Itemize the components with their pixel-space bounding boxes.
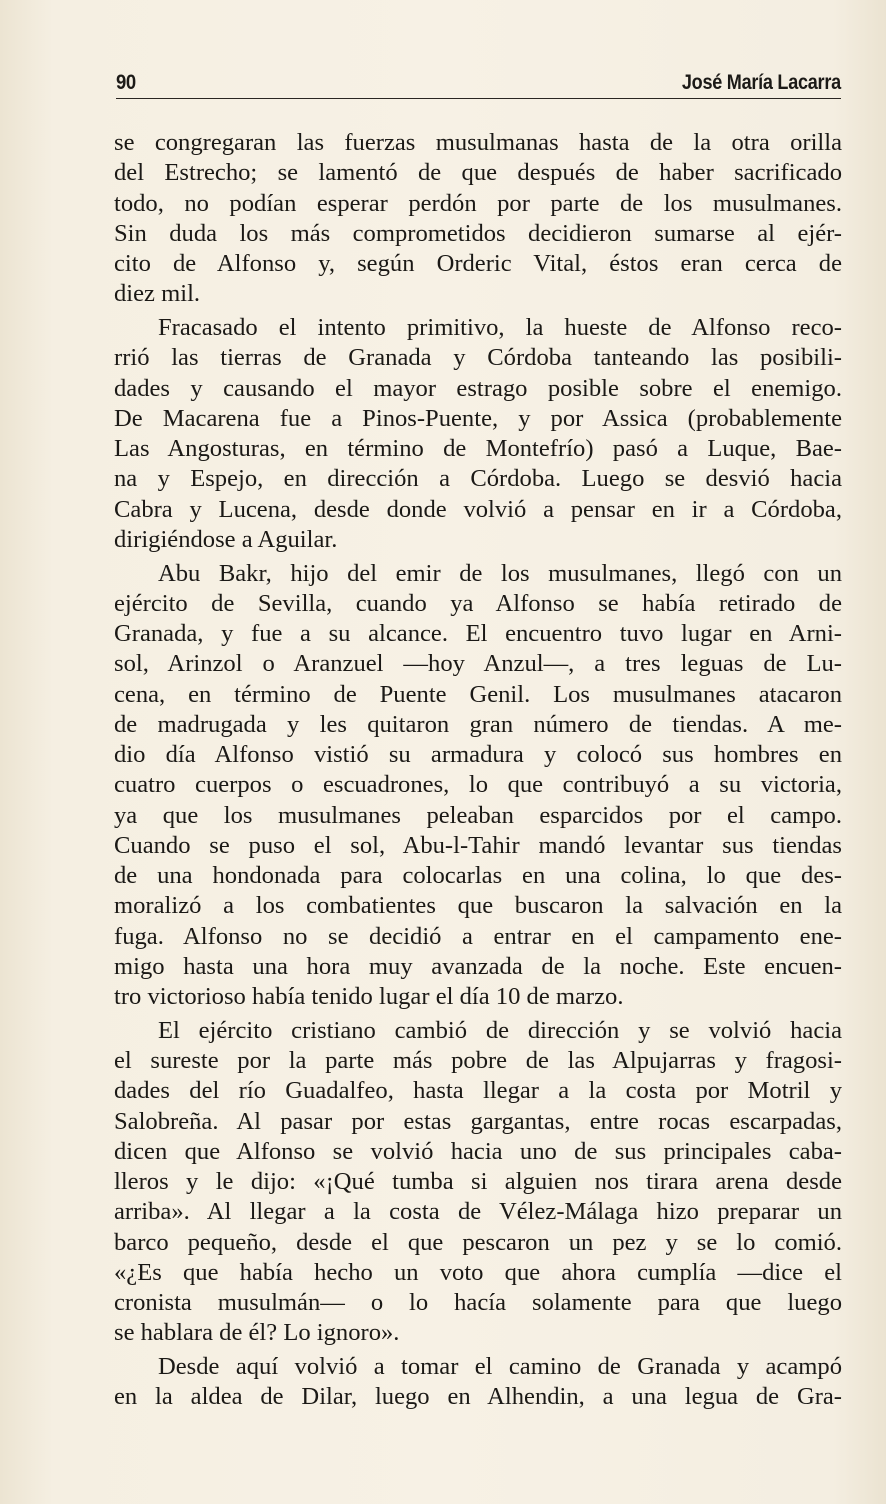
text-line: arriba». Al llegar a la costa de Vélez-Málaga hizo preparar un bbox=[114, 1198, 842, 1226]
paragraph bbox=[114, 559, 842, 1013]
text-line: dades del río Guadalfeo, hasta llegar a la costa por Motril y bbox=[114, 1077, 842, 1105]
page-number: 90 bbox=[116, 71, 136, 94]
text-line: Granada, y fue a su alcance. El encuentro tuvo lugar en Arni- bbox=[114, 620, 842, 647]
text-line: «¿Es que había hecho un voto que ahora cumplía —dice el bbox=[114, 1258, 842, 1286]
paragraph bbox=[114, 313, 842, 555]
text-line: El ejército cristiano cambió de dirección y se volvió hacia bbox=[158, 1016, 842, 1044]
text-line: Cabra y Lucena, desde donde volvió a pensar en ir a Córdoba, bbox=[114, 495, 842, 523]
text-line: tro victorioso había tenido lugar el día 10 de marzo. bbox=[114, 983, 624, 1010]
text-line: cronista musulmán— o lo hacía solamente para que luego bbox=[114, 1289, 842, 1316]
text-line: Fracasado el intento primitivo, la hueste de Alfonso reco- bbox=[158, 314, 842, 341]
text-line: todo, no podían esperar perdón por parte de los musulmanes. bbox=[114, 189, 842, 217]
text-line: del Estrecho; se lamentó de que después de haber sacrificado bbox=[114, 159, 842, 187]
text-line: cuatro cuerpos o escuadrones, lo que contribuyó a su victoria, bbox=[114, 771, 842, 799]
text-line: barco pequeño, desde el que pescaron un pez y se lo comió. bbox=[114, 1228, 842, 1256]
text-line: Cuando se puso el sol, Abu-l-Tahir mandó levantar sus tiendas bbox=[114, 831, 842, 859]
text-line: de madrugada y les quitaron gran número de tiendas. A me- bbox=[114, 710, 842, 738]
page-header bbox=[116, 70, 841, 99]
text-line: dades y causando el mayor estrago posible sobre el enemigo. bbox=[114, 374, 842, 402]
text-line: moralizó a los combatientes que buscaron la salvación en la bbox=[114, 892, 842, 920]
text-line: en la aldea de Dilar, luego en Alhendin, a una legua de Gra- bbox=[114, 1383, 842, 1411]
text-line: diez mil. bbox=[114, 280, 201, 308]
text-line: ejército de Sevilla, cuando ya Alfonso se había retirado de bbox=[114, 589, 842, 617]
text-line: se hablara de él? Lo ignoro». bbox=[114, 1319, 400, 1347]
text-line: sol, Arinzol o Aranzuel —hoy Anzul—, a tres leguas de Lu- bbox=[114, 650, 842, 678]
text-line: se congregaran las fuerzas musulmanas hasta de la otra orilla bbox=[114, 129, 842, 156]
text-line: Las Angosturas, en término de Montefrío) pasó a Luque, Bae- bbox=[114, 435, 842, 462]
text-line: ya que los musulmanes peleaban esparcidos por el campo. bbox=[114, 801, 842, 829]
text-line: de una hondonada para colocarlas en una colina, lo que des- bbox=[114, 862, 842, 889]
text-line: Salobreña. Al pasar por estas gargantas, entre rocas escarpadas, bbox=[114, 1107, 842, 1135]
text-line: dirigiéndose a Aguilar. bbox=[114, 525, 338, 553]
text-line: migo hasta una hora muy avanzada de la noche. Este encuen- bbox=[114, 952, 842, 980]
text-line: Abu Bakr, hijo del emir de los musulmanes, llegó con un bbox=[158, 559, 842, 587]
text-line: cito de Alfonso y, según Orderic Vital, éstos eran cerca de bbox=[114, 250, 842, 277]
text-line: el sureste por la parte más pobre de las Alpujarras y fragosi- bbox=[114, 1047, 842, 1074]
text-line: rrió las tierras de Granada y Córdoba tanteando las posibili- bbox=[114, 344, 842, 372]
body-text bbox=[114, 128, 842, 1413]
text-line: Desde aquí volvió a tomar el camino de Granada y acampó bbox=[158, 1353, 842, 1380]
paragraph bbox=[114, 128, 842, 310]
paragraph bbox=[114, 1352, 842, 1413]
text-line: dio día Alfonso vistió su armadura y colocó sus hombres en bbox=[114, 741, 842, 768]
text-line: cena, en término de Puente Genil. Los musulmanes atacaron bbox=[114, 680, 842, 708]
running-head-author: José María Lacarra bbox=[681, 71, 841, 94]
text-line: na y Espejo, en dirección a Córdoba. Luego se desvió hacia bbox=[114, 465, 842, 493]
text-line: fuga. Alfonso no se decidió a entrar en el campamento ene- bbox=[114, 922, 842, 950]
text-line: lleros y le dijo: «¡Qué tumba si alguien nos tirara arena desde bbox=[114, 1168, 842, 1195]
text-line: Sin duda los más comprometidos decidieron sumarse al ejér- bbox=[114, 219, 842, 247]
text-line: dicen que Alfonso se volvió hacia uno de sus principales caba- bbox=[114, 1137, 842, 1165]
paragraph bbox=[114, 1016, 842, 1349]
text-line: De Macarena fue a Pinos-Puente, y por Assica (probablemente bbox=[114, 404, 842, 432]
